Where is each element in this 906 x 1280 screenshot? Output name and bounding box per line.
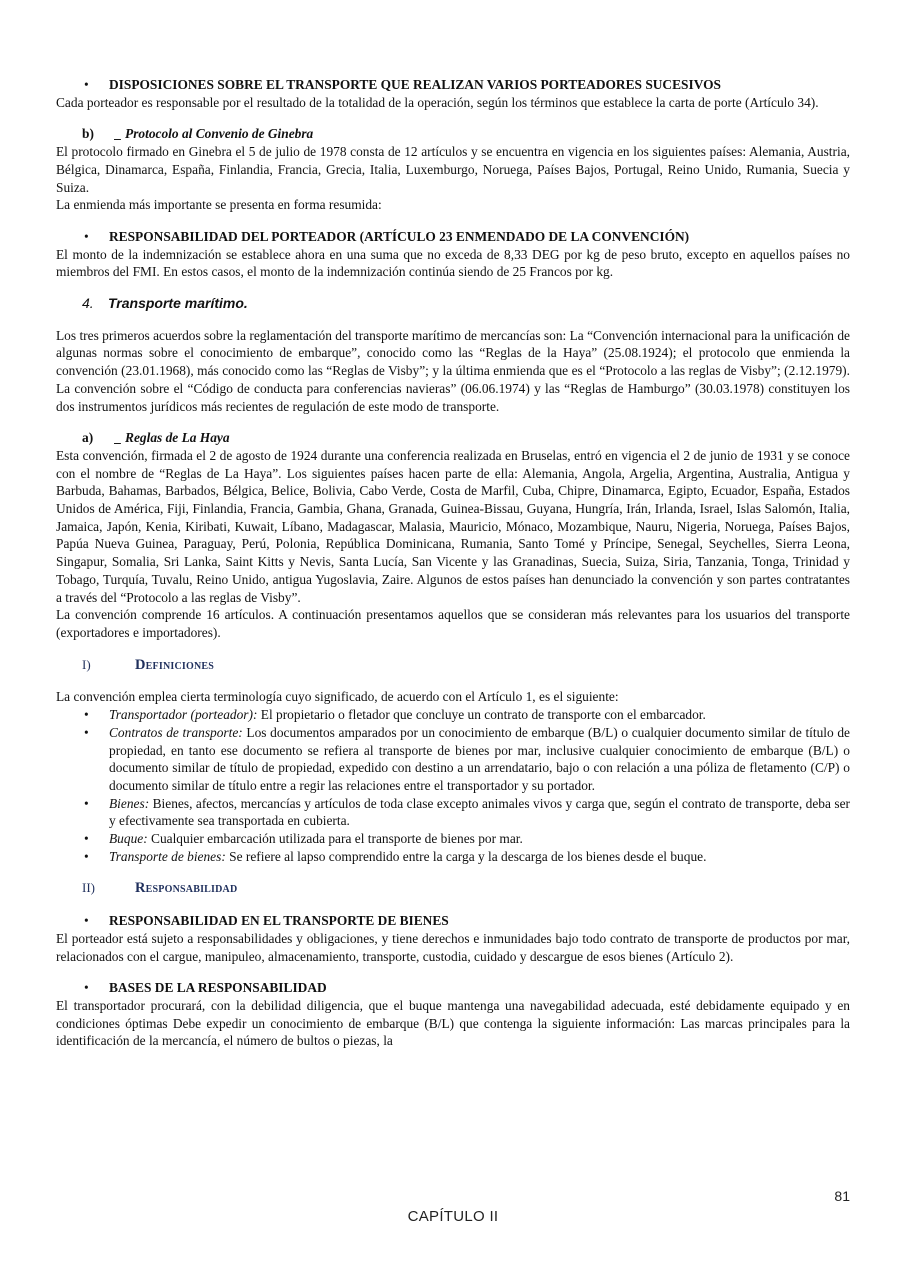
definitions-list [56,706,850,865]
section-title: Transporte marítimo. [108,295,248,312]
paragraph-enmienda: La enmienda más importante se presenta en forma resumida: [56,197,382,213]
paragraph-terminologia: La convención emplea cierta terminología cuyo significado, de acuerdo con el Artículo 1, es el siguiente: [56,689,619,705]
subheading-title: _ Protocolo al Convenio de Ginebra [115,126,314,142]
definition-term: Bienes: [109,795,150,811]
list-item [56,706,850,724]
list-item [56,830,850,848]
section-number: 4. [82,295,94,312]
definition-term: Transporte de bienes: [109,848,226,864]
definition-text: Cualquier embarcación utilizada para el transporte de bienes por mar. [147,831,523,847]
paragraph-acuerdos: Los tres primeros acuerdos sobre la reglamentación del transporte marítimo de mercancías son: La “Convención internacional para la unificación de algunas normas sobre el conocimiento de embarque”, conocido como las “Reglas de la Haya” (25.08.1924); el protocolo que enmienda la convención (23.01.1968), más conocido como las “Reglas de Visby”; y la última enmienda que es el “Protocolo a las reglas de Visby”; (2.12.1979). La convención sobre el “Código de conducta para conferencias navieras” (06.06.1974) y las “Reglas de Hamburgo” (30.03.1978) constituyen los dos instrumentos jurídicos más recientes de regulación de este modo de transporte. [56,327,850,414]
page-number: 81 [834,1188,850,1204]
page-body [56,76,850,1050]
paragraph-protocolo: El protocolo firmado en Ginebra el 5 de julio de 1978 consta de 12 artículos y se encuentra en vigencia en los siguientes países: Alemania, Austria, Bélgica, Dinamarca, España, Finlandia, Francia, Grecia, Italia, Luxemburgo, Noruega, Países Bajos, Portugal, Reino Unido, Rumania, Suecia y Suiza. [56,144,850,195]
paragraph-convencion: Esta convención, firmada el 2 de agosto de 1924 durante una conferencia realizada en Bruselas, entró en vigencia el 2 de junio de 1931 y se conoce con el nombre de “Reglas de La Haya”. Los siguientes países hacen parte de ella: Alemania, Angola, Argelia, Argentina, Australia, Antigua y Barbuda, Bahamas, Barbados, Bélgica, Belice, Bolivia, Cabo Verde, Costa de Marfil, Cuba, Chipre, Dinamarca, Egipto, Ecuador, España, Estados Unidos de América, Fiji, Finlandia, Francia, Gambia, Ghana, Granada, Guinea-Bissau, Guyana, Hungría, Irán, Irlanda, Israel, Islas Salomón, Italia, Jamaica, Japón, Kenia, Kiribati, Kuwait, Líbano, Madagascar, Malasia, Mauricio, Mónaco, Mozambique, Nauru, Nigeria, Noruega, Países Bajos, Papúa Nueva Guinea, Paraguay, Perú, Polonia, República Dominicana, Rumania, Santo Tomé y Príncipe, Senegal, Seychelles, Sierra Leona, Singapur, Somalia, Sri Lanka, Saint Kitts y Nevis, Santa Lucía, San Vicente y las Granadinas, Suecia, Suiza, Siria, Tanzania, Tonga, Trinidad y Tobago, Turquía, Tuvalu, Reino Unido, antigua Yugoslavia, Zaire. Algunos de estos países han denunciado la convención y son partes contratantes a través del “Protocolo a las reglas de Visby”. [56,447,850,605]
heading-bases-responsabilidad: • BASES DE LA RESPONSABILIDAD [56,979,850,997]
roman-title: Responsabilidad [135,880,238,897]
subheading-title: _ Reglas de La Haya [115,430,230,446]
definition-text: Se refiere al lapso comprendido entre la carga y la descarga de los bienes desde el buque. [225,848,707,864]
heading-responsabilidad-porteador: • RESPONSABILIDAD DEL PORTEADOR (ARTÍCULO 23 ENMENDADO DE LA CONVENCIÓN) [56,228,850,246]
paragraph-porteador-sujeto: El porteador está sujeto a responsabilidades y obligaciones, y tiene derechos e inmunidades bajo todo contrato de transporte de productos por mar, relacionados con el cargue, manipuleo, almacenamiento, transporte, custodia, cuidado y descargue de esos bienes (Artículo 2). [56,930,850,964]
roman-number: I) [82,656,91,672]
list-item [56,795,850,830]
subheading-letter: b) [82,126,94,142]
paragraph-indemnizacion: El monto de la indemnización se establece ahora en una suma que no exceda de 8,33 DEG por kg de peso bruto, excepto en aquellos países no miembros del FMI. En estos casos, el monto de la indemnización continúa siendo de 25 Francos por kg. [56,246,850,280]
heading-responsabilidad-transporte-bienes: • RESPONSABILIDAD EN EL TRANSPORTE DE BIENES [56,912,850,930]
list-item [56,724,850,795]
paragraph-articulos: La convención comprende 16 artículos. A continuación presentamos aquellos que se consideran más relevantes para los usuarios del transporte (exportadores e importadores). [56,607,850,640]
section-heading-transporte-maritimo [56,295,850,313]
paragraph-transportador-procurara: El transportador procurará, con la debilidad diligencia, que el buque mantenga una navegabilidad adecuada, esté debidamente equipado y en condiciones óptimas Debe expedir un conocimiento de embarque (B/L) que contenga la siguiente información: Las marcas principales para la identificación de la mercancía, el número de bultos o piezas, la [56,997,850,1049]
heading-definiciones [56,656,850,675]
subheading-reglas-haya [56,429,850,447]
paragraph-porteadores: Cada porteador es responsable por el resultado de la totalidad de la operación, según los términos que establece la carta de porte (Artículo 34). [56,94,819,110]
subheading-protocolo-ginebra [56,125,850,143]
definition-term: Buque: [109,831,148,847]
definition-text: Los documentos amparados por un conocimiento de embarque (B/L) o cualquier documento similar de título de propiedad, en tanto ese documento se refiera al transporte de bienes por mar, inclusive cualquier conocimiento de embarque (B/L) o documento similar de título de propiedad, expedido con destino a un arrendatario, bajo o con relación a una póliza de fletamento (C/P) o documento similar de título entre a regir las relaciones entre el transportador y su portador. [109,724,851,793]
definition-term: Contratos de transporte: [109,724,243,740]
roman-title: Definiciones [135,656,214,673]
roman-number: II) [82,880,95,896]
list-item [56,848,850,866]
heading-porteadores-sucesivos: • DISPOSICIONES SOBRE EL TRANSPORTE QUE REALIZAN VARIOS PORTEADORES SUCESIVOS [56,76,850,94]
chapter-footer: CAPÍTULO II [407,1208,499,1225]
heading-responsabilidad [56,879,850,898]
definition-text: Bienes, afectos, mercancías y artículos de toda clase excepto animales vivos y carga que, según el contrato de transporte, deba ser y efectivamente sea transportada en cubierta. [109,795,850,829]
subheading-letter: a) [82,430,94,446]
definition-text: El propietario o fletador que concluye un contrato de transporte con el embarcador. [257,707,706,723]
definition-term: Transportador (porteador): [109,707,258,723]
